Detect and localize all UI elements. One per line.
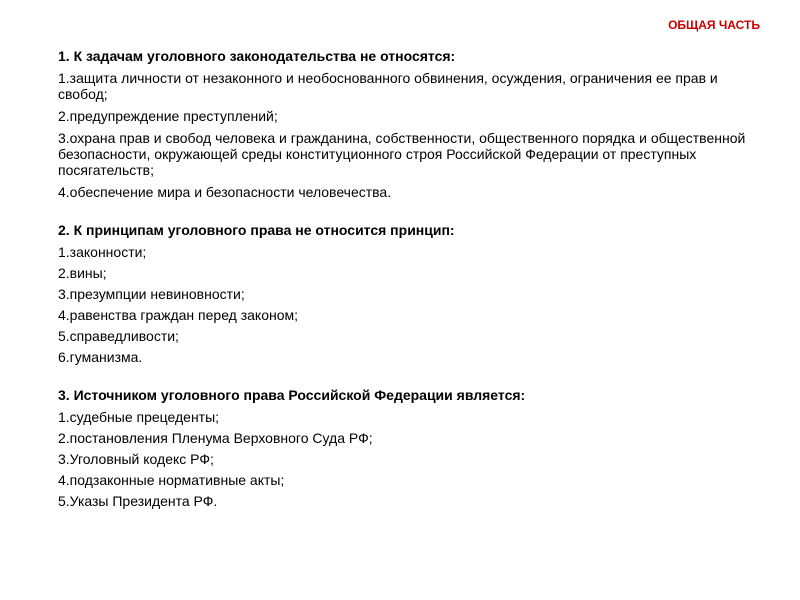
question-2-option-4: 4.равенства граждан перед законом; [58, 307, 299, 323]
question-3-option-2: 2.постановления Пленума Верховного Суда РФ; [58, 430, 373, 446]
question-3-option-3: 3.Уголовный кодекс РФ; [58, 451, 214, 467]
question-2-option-6: 6.гуманизма. [58, 349, 143, 365]
question-2-option-5: 5.справедливости; [58, 328, 179, 344]
section-header: ОБЩАЯ ЧАСТЬ [668, 18, 760, 32]
question-1-option-4: 4.обеспечение мира и безопасности человечества. [58, 184, 392, 200]
question-1-option-1: 1.защита личности от незаконного и необоснованного обвинения, осуждения, ограничения ее прав и свобод; [58, 70, 718, 102]
question-3 [58, 387, 758, 509]
question-2-option-3: 3.презумпции невиновности; [58, 286, 245, 302]
question-3-option-5: 5.Указы Президента РФ. [58, 493, 218, 509]
question-1-option-3: 3.охрана прав и свобод человека и гражданина, собственности, общественного порядка и общественной безопасности, окружающей среды конституционного строя Российской Федерации от преступных посягательств; [58, 130, 746, 178]
quiz-content [58, 48, 758, 531]
question-3-option-4: 4.подзаконные нормативные акты; [58, 472, 285, 488]
question-2-title: 2. К принципам уголовного права не относится принцип: [58, 222, 455, 238]
question-2-option-2: 2.вины; [58, 265, 107, 281]
question-1-option-2: 2.предупреждение преступлений; [58, 108, 278, 124]
question-1-title: 1. К задачам уголовного законодательства не относятся: [58, 48, 456, 64]
question-2-option-1: 1.законности; [58, 244, 147, 260]
question-1 [58, 48, 758, 200]
question-3-title: 3. Источником уголовного права Российской Федерации является: [58, 387, 526, 403]
question-3-option-1: 1.судебные прецеденты; [58, 409, 220, 425]
question-2 [58, 222, 758, 365]
